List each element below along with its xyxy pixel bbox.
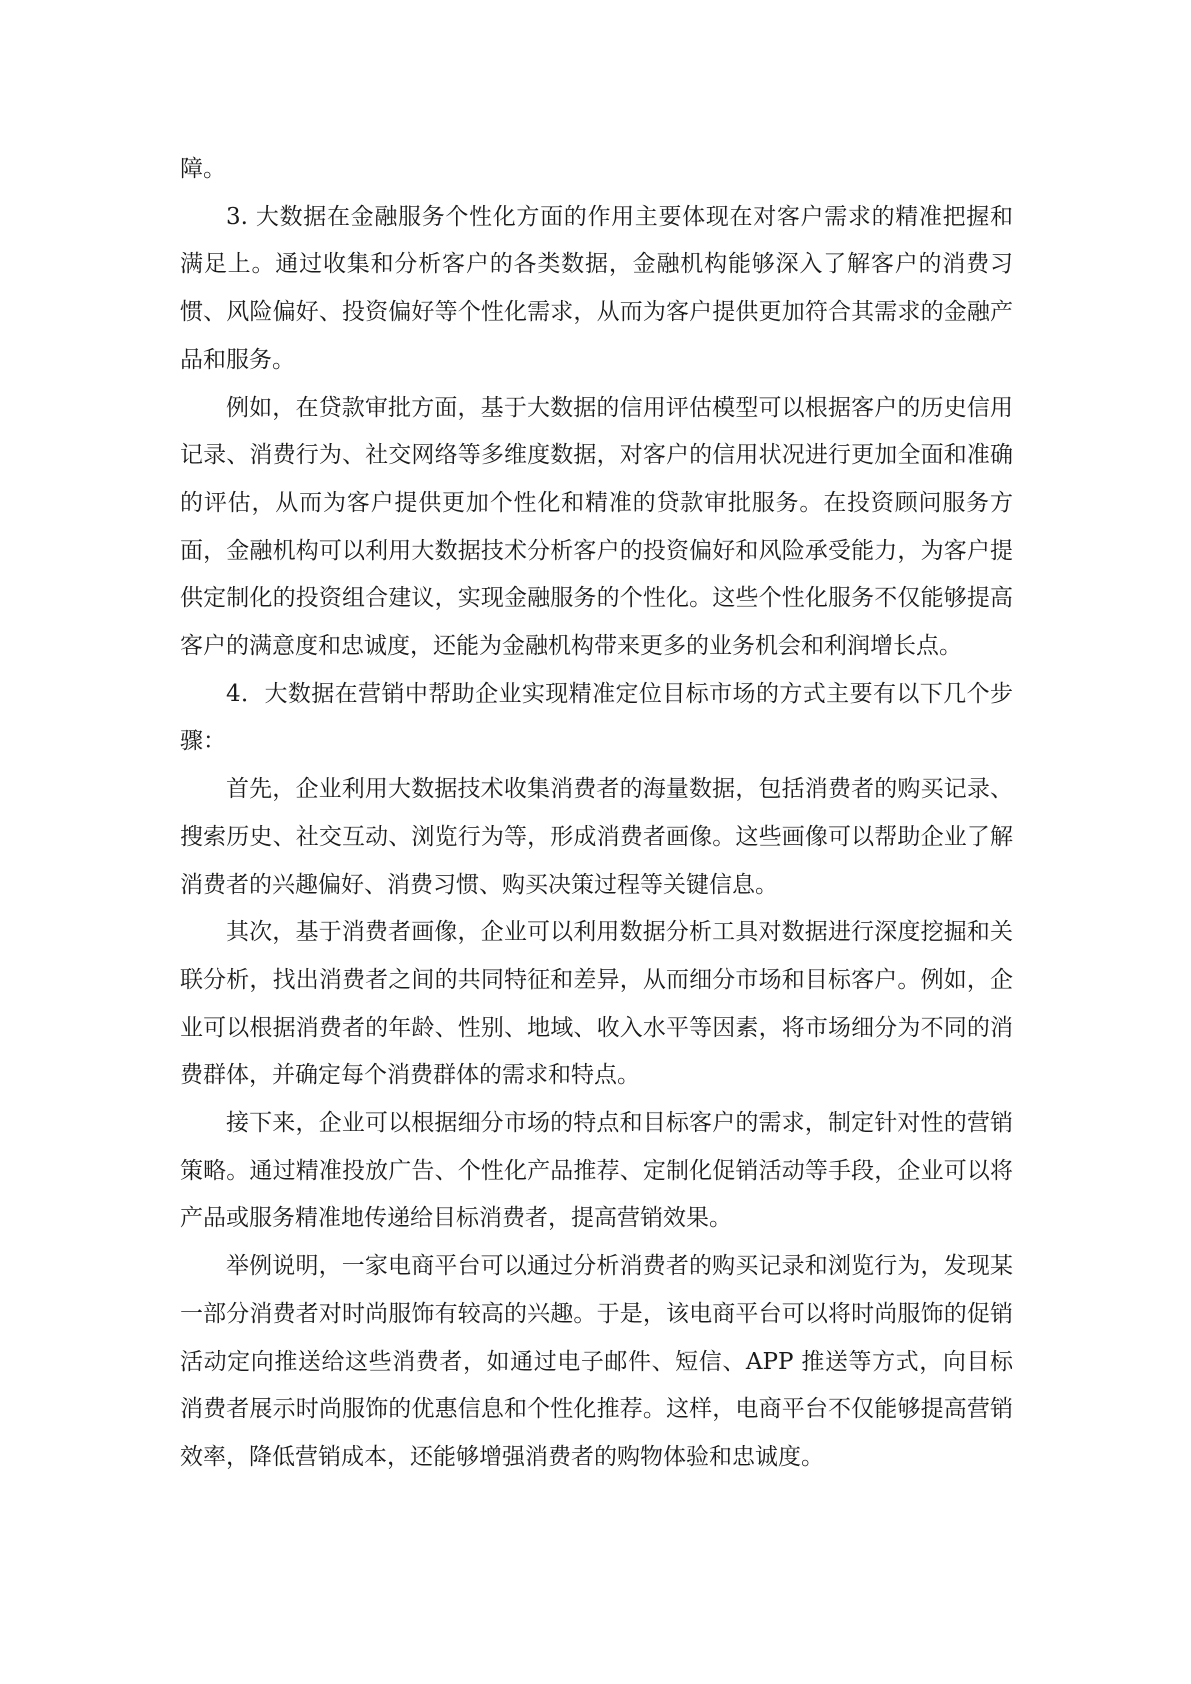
paragraph-ecommerce-example: 举例说明，一家电商平台可以通过分析消费者的购买记录和浏览行为，发现某一部分消费者对时尚服饰有较高的兴趣。于是，该电商平台可以将时尚服饰的促销活动定向推送给这些消费者，如通过电子邮件、短信、APP 推送等方式，向目标消费者展示时尚服饰的优惠信息和个性化推荐。这样，电商平台不仅能够提高营销效率，降低营销成本，还能够增强消费者的购物体验和忠诚度。 (180, 1253, 1013, 1470)
paragraph-continuation: 障。 (180, 156, 226, 182)
paragraph-point-3: 3. 大数据在金融服务个性化方面的作用主要体现在对客户需求的精准把握和满足上。通过收集和分析客户的各类数据，金融机构能够深入了解客户的消费习惯、风险偏好、投资偏好等个性化需求，从而为客户提供更加符合其需求的金融产品和服务。 (180, 203, 1013, 373)
paragraph-second-step: 其次，基于消费者画像，企业可以利用数据分析工具对数据进行深度挖掘和关联分析，找出消费者之间的共同特征和差异，从而细分市场和目标客户。例如，企业可以根据消费者的年龄、性别、地域、收入水平等因素，将市场细分为不同的消费群体，并确定每个消费群体的需求和特点。 (180, 919, 1013, 1089)
paragraph-next-step: 接下来，企业可以根据细分市场的特点和目标客户的需求，制定针对性的营销策略。通过精准投放广告、个性化产品推荐、定制化促销活动等手段，企业可以将产品或服务精准地传递给目标消费者，提高营销效果。 (180, 1110, 1013, 1232)
paragraph-loan-example: 例如，在贷款审批方面，基于大数据的信用评估模型可以根据客户的历史信用记录、消费行为、社交网络等多维度数据，对客户的信用状况进行更加全面和准确的评估，从而为客户提供更加个性化和精准的贷款审批服务。在投资顾问服务方面，金融机构可以利用大数据技术分析客户的投资偏好和风险承受能力，为客户提供定制化的投资组合建议，实现金融服务的个性化。这些个性化服务不仅能够提高客户的满意度和忠诚度，还能为金融机构带来更多的业务机会和利润增长点。 (180, 394, 1013, 660)
paragraph-point-4: 4．大数据在营销中帮助企业实现精准定位目标市场的方式主要有以下几个步骤： (180, 680, 1013, 755)
document-page (180, 146, 1013, 1482)
paragraph-first-step: 首先，企业利用大数据技术收集消费者的海量数据，包括消费者的购买记录、搜索历史、社交互动、浏览行为等，形成消费者画像。这些画像可以帮助企业了解消费者的兴趣偏好、消费习惯、购买决策过程等关键信息。 (180, 776, 1013, 898)
